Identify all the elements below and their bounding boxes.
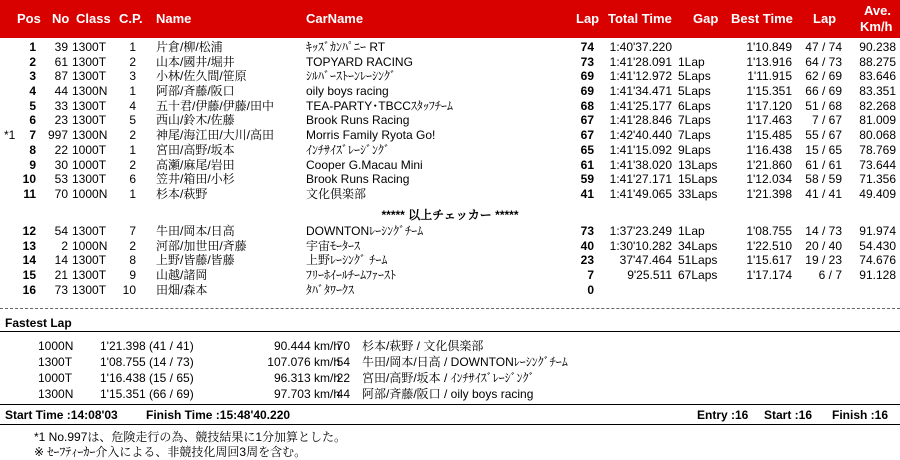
col-pos: Pos [17,11,41,26]
total-time: 1:41'49.065 [609,186,672,201]
position: 7 [29,128,36,143]
average-speed: 71.356 [859,172,896,187]
lap-time: 1'08.755 (14 / 73) [100,355,194,369]
class: 1300T [72,253,107,268]
car-name: DOWNTONﾚｰｼﾝｸﾞﾁｰﾑ [306,224,424,238]
class-position: 3 [129,69,136,84]
car-number: 44 [54,84,68,99]
laps: 61 [580,157,594,172]
laps: 73 [580,54,594,69]
best-time: 1'15.351 [746,84,792,99]
finish-time: Finish Time :15:48'40.220 [146,408,291,422]
driver-names: 小林/佐久間/笹原 [156,69,247,84]
table-row [0,143,900,158]
laps: 69 [580,84,594,99]
class: 1300N [72,128,108,143]
col-ave: Ave. [864,3,891,18]
table-row [0,172,900,187]
class-position: 1 [129,40,136,54]
laps: 40 [580,238,594,253]
driver-names: 宮田/高野/坂本 [156,142,235,157]
driver-names: 高瀬/麻尾/岩田 [156,157,235,172]
car-name: ｲﾝﾁｻｲｽﾞﾚｰｼﾞﾝｸﾞ [306,142,391,157]
gap: 33Laps [678,186,718,201]
class: 1300T [72,282,107,297]
laps: 0 [587,282,594,297]
total-time: 1:41'28.091 [609,54,672,69]
car-number: 54 [54,224,68,238]
gap: 7Laps [678,128,711,143]
table-row [0,239,900,254]
best-time: 1'10.849 [746,40,792,54]
driver-names: 山本/國井/堀井 [156,54,235,69]
best-lap: 20 / 40 [805,238,842,253]
entry-count: Entry :16 [697,408,749,422]
average-speed: 49.409 [859,186,896,201]
class: 1300T [72,69,107,84]
driver-names: 牛田/岡本/日高 [156,224,235,238]
gap: 51Laps [678,253,718,268]
gap: 6Laps [678,98,711,113]
laps: 23 [580,253,594,268]
best-lap: 19 / 23 [805,253,842,268]
results-table-unclassified [0,224,900,297]
class-position: 5 [129,113,136,128]
class: 1000T [72,157,107,172]
class-position: 8 [129,253,136,268]
table-row [0,69,900,84]
driver-names: 阿部/斉藤/阪口 [156,84,235,99]
best-time: 1'17.174 [746,268,792,283]
class-position: 1 [129,84,136,99]
class-position: 2 [129,128,136,143]
average-speed: 74.676 [859,253,896,268]
col-cp: C.P. [119,11,143,26]
fastest-lap-row [0,354,900,370]
car-name: TEA-PARTY･TBCCｽﾀｯﾌﾁｰﾑ [306,98,453,113]
best-lap: 61 / 61 [805,157,842,172]
class-position: 10 [122,282,136,297]
car-name: 文化倶楽部 [306,186,367,201]
car-name: Brook Runs Racing [306,172,410,187]
class-position: 4 [129,98,136,113]
col-carname: CarName [306,11,364,26]
car-number: 87 [54,69,68,84]
results-header [0,0,900,38]
driver-and-car: 阿部/斉藤/阪口 / oily boys racing [362,387,534,401]
laps: 69 [580,69,594,84]
average-speed: 73.644 [859,157,896,172]
total-time: 1:40'37.220 [609,40,672,54]
position: 6 [29,113,36,128]
class-position: 2 [129,238,136,253]
car-name: Brook Runs Racing [306,113,410,128]
divider [0,404,900,405]
driver-names: 神尾/海江田/大川/高田 [156,128,275,143]
col-best-time: Best Time [731,11,793,26]
gap: 5Laps [678,84,711,99]
position: 5 [29,98,36,113]
class: 1000T [72,142,107,157]
laps: 67 [580,128,594,143]
table-row [0,253,900,268]
laps: 7 [587,268,594,283]
best-time: 1'08.755 [746,224,792,238]
driver-and-car: 杉本/萩野 / 文化倶楽部 [362,339,484,353]
car-number: 70 [54,186,68,201]
best-time: 1'21.860 [746,157,792,172]
start-time: Start Time :14:08'03 [5,408,118,422]
best-time: 1'15.617 [746,253,792,268]
lap-time: 1'15.351 (66 / 69) [100,387,194,401]
note-mark: *1 [4,128,16,143]
best-lap: 58 / 59 [805,172,842,187]
car-number: 70 [336,339,350,353]
car-name: ﾀﾊﾞﾀﾜｰｸｽ [306,282,355,297]
best-lap: 64 / 73 [805,54,842,69]
position: 9 [29,157,36,172]
class-position: 1 [129,142,136,157]
position: 3 [29,69,36,84]
gap: 5Laps [678,69,711,84]
average-speed: 80.068 [859,128,896,143]
best-lap: 6 / 7 [818,268,842,283]
table-row [0,224,900,239]
table-row [0,84,900,99]
average-speed: 91.128 [859,268,896,283]
driver-names: 山越/諸岡 [156,268,208,283]
laps: 41 [580,186,594,201]
position: 10 [22,172,36,187]
position: 14 [22,253,36,268]
car-number: 997 [47,128,68,143]
car-number: 53 [54,172,68,187]
speed: 96.313 km/h [273,371,340,385]
fastest-lap-row [0,338,900,354]
col-name: Name [156,11,192,26]
gap: 1Lap [678,54,705,69]
position: 1 [29,40,36,54]
class: 1000N [72,238,108,253]
gap: 9Laps [678,142,711,157]
class: 1300T [72,54,107,69]
gap: 15Laps [678,172,718,187]
best-lap: 41 / 41 [805,186,842,201]
car-name: ｼﾙﾊﾞｰｽﾄｰﾝﾚｰｼﾝｸﾞ [306,69,397,84]
summary-footer [0,406,900,424]
fastest-lap-row [0,370,900,386]
class: 1300T [72,98,107,113]
table-row [0,283,900,298]
class: 1300T [72,113,107,128]
note-line: ※ ｾｰﾌﾃｨｰｶｰ介入による、非競技化周回3周を含む。 [34,445,307,459]
col-lap: Lap [576,11,600,26]
class-position: 1 [129,186,136,201]
table-row [0,158,900,173]
car-name: ｷｯｽﾞｶﾝﾊﾟﾆｰ RT [306,40,386,54]
car-name: TOPYARD RACING [306,54,413,69]
class: 1000T [38,371,73,385]
best-time: 1'17.120 [746,98,792,113]
best-lap: 66 / 69 [805,84,842,99]
col-no: No [52,11,70,26]
class: 1300N [38,387,74,401]
best-lap: 15 / 65 [805,142,842,157]
car-name: ﾌﾘｰﾎｲｰﾙﾁｰﾑﾌｧｰｽﾄ [306,268,397,283]
average-speed: 54.430 [859,238,896,253]
laps: 73 [580,224,594,238]
car-number: 61 [54,54,68,69]
average-speed: 90.238 [859,40,896,54]
total-time: 1:41'25.177 [609,98,672,113]
driver-and-car: 牛田/岡本/日高 / DOWNTONﾚｰｼﾝｸﾞﾁｰﾑ [362,355,568,369]
class-position: 6 [129,172,136,187]
best-lap: 14 / 73 [805,224,842,238]
fastest-lap-row [0,386,900,402]
car-name: Cooper G.Macau Mini [306,157,423,172]
car-number: 54 [336,355,350,369]
average-speed: 91.974 [859,224,896,238]
class: 1300T [38,355,73,369]
driver-names: 笠井/箱田/小杉 [156,172,235,187]
divider [0,308,900,309]
position: 12 [22,224,36,238]
table-row [0,268,900,283]
gap: 1Lap [678,224,705,238]
position: 13 [22,238,36,253]
laps: 67 [580,113,594,128]
average-speed: 83.646 [859,69,896,84]
note-line: *1 No.997は、危険走行の為、競技結果に1分加算とした。 [34,430,347,444]
notes [34,430,346,460]
gap: 7Laps [678,113,711,128]
driver-names: 五十君/伊藤/伊藤/田中 [156,98,275,113]
car-name: Morris Family Ryota Go! [306,128,436,143]
finish-count: Finish :16 [832,408,889,422]
car-number: 14 [54,253,68,268]
best-time: 1'15.485 [746,128,792,143]
car-number: 30 [54,157,68,172]
driver-names: 河部/加世田/斉藤 [156,238,247,253]
position: 16 [22,282,36,297]
divider [0,331,900,332]
speed: 90.444 km/h [273,339,340,353]
car-name: oily boys racing [306,84,389,99]
lap-time: 1'16.438 (15 / 65) [100,371,194,385]
car-number: 44 [336,387,350,401]
laps: 59 [580,172,594,187]
driver-names: 西山/鈴木/佐藤 [156,113,235,128]
car-number: 39 [54,40,68,54]
total-time: 1:41'12.972 [609,69,672,84]
best-lap: 62 / 69 [805,69,842,84]
total-time: 1:41'27.171 [609,172,672,187]
gap: 13Laps [678,157,718,172]
car-number: 21 [54,268,68,283]
best-time: 1'13.916 [746,54,792,69]
total-time: 1:30'10.282 [609,238,672,253]
total-time: 9'25.511 [627,268,672,283]
laps: 65 [580,142,594,157]
best-time: 1'22.510 [746,238,792,253]
table-row [0,128,900,143]
col-gap: Gap [693,11,719,26]
average-speed: 78.769 [859,142,896,157]
table-row [0,40,900,55]
results-table [0,40,900,202]
position: 4 [29,84,36,99]
fastest-lap-table [0,338,900,402]
class: 1300N [72,84,108,99]
table-row [0,55,900,70]
best-time: 1'21.398 [746,186,792,201]
average-speed: 83.351 [859,84,896,99]
speed: 97.703 km/h [273,387,340,401]
laps: 68 [580,98,594,113]
class: 1300T [72,40,107,54]
gap: 34Laps [678,238,718,253]
driver-names: 片倉/柳/松浦 [156,40,223,54]
driver-names: 杉本/萩野 [156,186,208,201]
class-position: 7 [129,224,136,238]
best-lap: 55 / 67 [805,128,842,143]
car-number: 73 [54,282,68,297]
class: 1300T [72,224,107,238]
total-time: 1:41'15.092 [609,142,672,157]
checker-line: ***** 以上チェッカー ***** [381,208,519,222]
table-row [0,187,900,202]
divider [0,424,900,425]
average-speed: 81.009 [859,113,896,128]
col-total-time: Total Time [608,11,672,26]
car-number: 33 [54,98,68,113]
col-class: Class [76,11,111,26]
car-number: 22 [54,142,68,157]
position: 8 [29,142,36,157]
position: 2 [29,54,36,69]
total-time: 37'47.464 [619,253,672,268]
driver-and-car: 宮田/高野/坂本 / ｲﾝﾁｻｲｽﾞﾚｰｼﾞﾝｸﾞ [362,371,535,385]
best-time: 1'11.915 [747,69,792,84]
class-position: 9 [129,268,136,283]
car-number: 2 [61,238,68,253]
start-count: Start :16 [764,408,813,422]
class: 1000N [72,186,108,201]
class: 1300T [72,172,107,187]
col-kmh: Km/h [860,19,893,34]
total-time: 1:37'23.249 [609,224,672,238]
total-time: 1:42'40.440 [609,128,672,143]
car-name: 上野ﾚｰｼﾝｸﾞ ﾁｰﾑ [306,253,388,268]
car-number: 23 [54,113,68,128]
best-lap: 47 / 74 [805,40,842,54]
class-position: 2 [129,157,136,172]
table-row [0,113,900,128]
driver-names: 田畑/森本 [156,282,208,297]
table-row [0,99,900,114]
class: 1000N [38,339,74,353]
car-name: 宇宙ﾓｰﾀｰｽ [306,238,361,253]
driver-names: 上野/皆藤/皆藤 [156,253,235,268]
gap: 67Laps [678,268,718,283]
total-time: 1:41'28.846 [609,113,672,128]
total-time: 1:41'34.471 [609,84,672,99]
laps: 74 [580,40,594,54]
best-lap: 7 / 67 [811,113,842,128]
best-time: 1'12.034 [746,172,792,187]
class: 1300T [72,268,107,283]
best-time: 1'16.438 [746,142,792,157]
average-speed: 82.268 [859,98,896,113]
class-position: 2 [129,54,136,69]
lap-time: 1'21.398 (41 / 41) [100,339,194,353]
col-best-lap: Lap [813,11,837,26]
position: 15 [22,268,36,283]
average-speed: 88.275 [859,54,896,69]
speed: 107.076 km/h [267,355,340,369]
fastest-lap-title: Fastest Lap [5,316,72,330]
total-time: 1:41'38.020 [609,157,672,172]
position: 11 [23,186,36,201]
best-lap: 51 / 68 [805,98,842,113]
car-number: 22 [336,371,350,385]
best-time: 1'17.463 [746,113,792,128]
